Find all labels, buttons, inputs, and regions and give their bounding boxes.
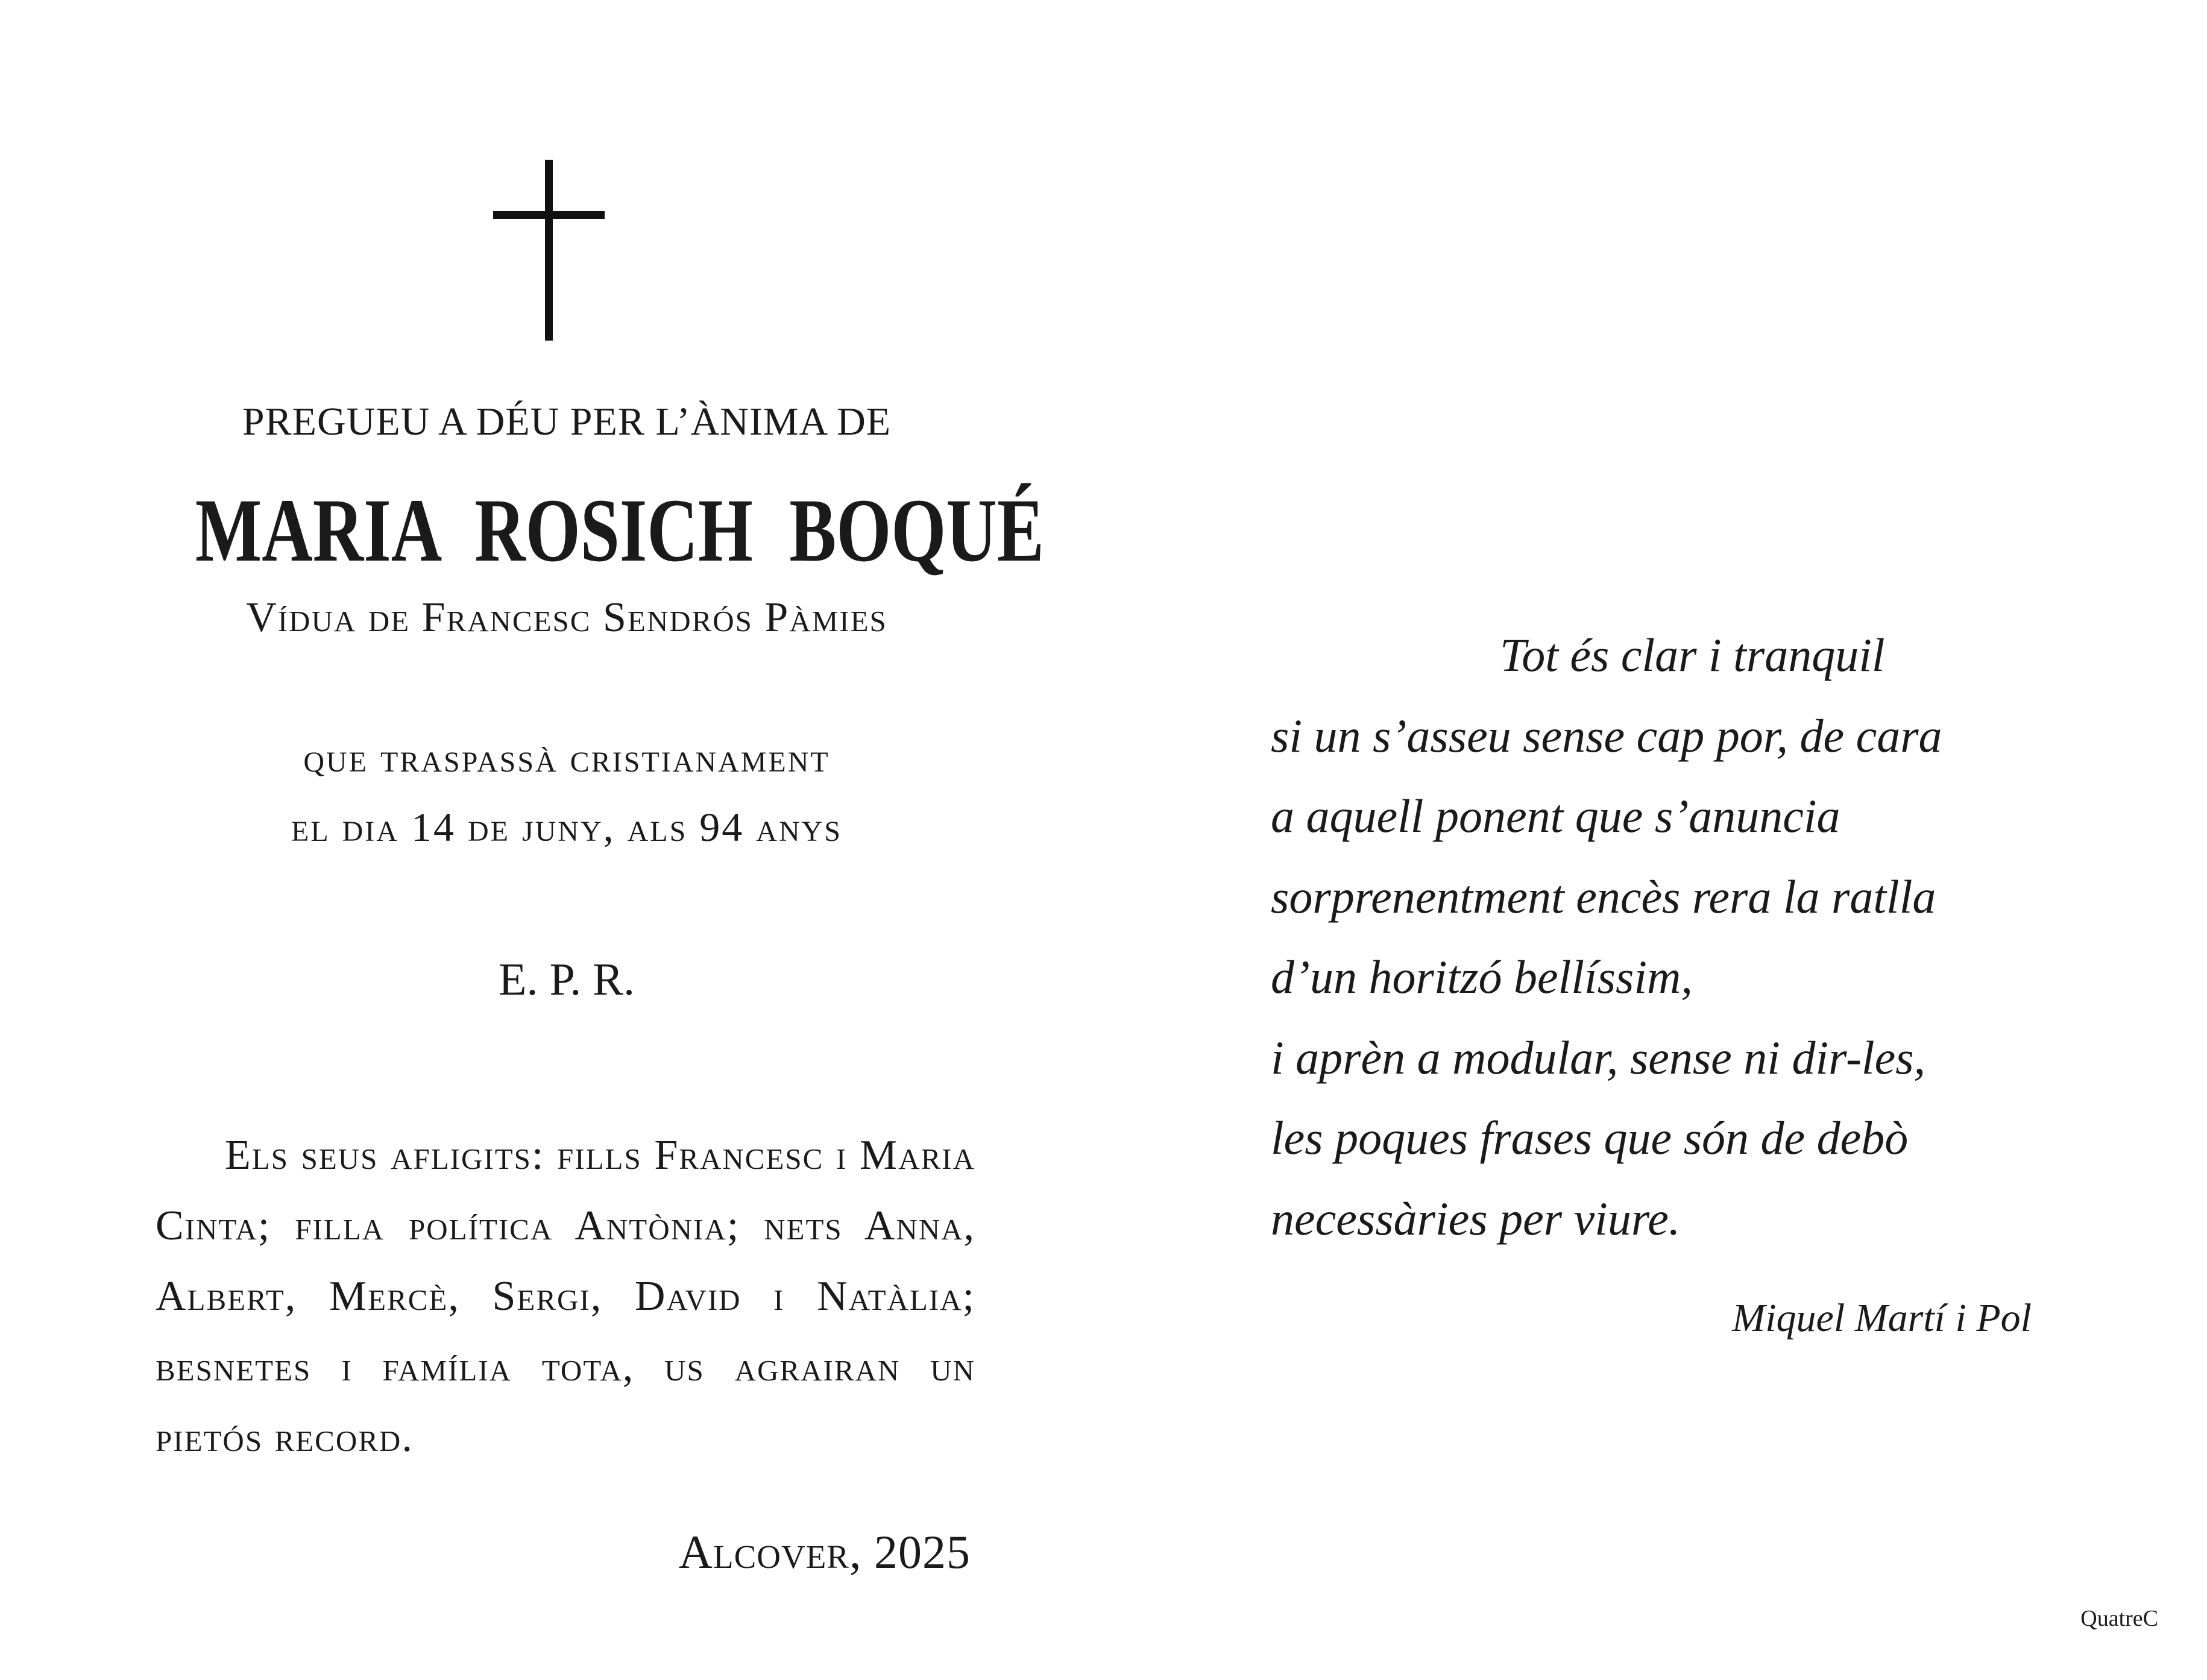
poem <box>1271 615 2054 1259</box>
poem-line: d’un horitzó bellíssim, <box>1271 951 1693 1003</box>
cross-horizontal-bar <box>493 211 605 219</box>
printer-credit: QuatreC <box>2080 1606 2158 1631</box>
passed-line-1: que traspassà cristianament <box>303 735 830 781</box>
poem-line: a aquell ponent que s’anuncia <box>1271 790 1840 842</box>
poem-author: Miquel Martí i Pol <box>1732 1296 2032 1340</box>
poem-line: i aprèn a modular, sense ni dir-les, <box>1271 1031 1926 1084</box>
poem-line: sorprenentment encès rera la ratlla <box>1271 870 1936 923</box>
mourners-paragraph: Els seus afligits: fills Francesc i Maria Cinta; filla política Antònia; nets Anna, Albert, Mercè, Sergi, David i Natàlia; besnetes i família tota, us agrairan un pietós record. <box>156 1132 975 1461</box>
place-and-year: Alcover, 2025 <box>678 1526 971 1578</box>
deceased-name: MARIA ROSICH BOQUÉ <box>195 480 1044 580</box>
cross-vertical-bar <box>545 160 553 341</box>
latin-cross-icon <box>493 160 605 341</box>
poem-line: les poques frases que són de debò <box>1271 1112 1909 1164</box>
poem-line: si un s’asseu sense cap por, de cara <box>1271 709 1942 762</box>
epr-text: E. P. R. <box>499 954 635 1005</box>
poem-line: necessàries per viure. <box>1271 1192 1681 1245</box>
poem-line: Tot és clar i tranquil <box>1500 629 1885 681</box>
prayer-intro: PREGUEU A DÉU PER L’ÀNIMA DE <box>242 400 892 444</box>
widow-of-line: Vídua de Francesc Sendrós Pàmies <box>246 594 887 641</box>
passed-line-2: el dia 14 de juny, als 94 anys <box>291 804 842 850</box>
